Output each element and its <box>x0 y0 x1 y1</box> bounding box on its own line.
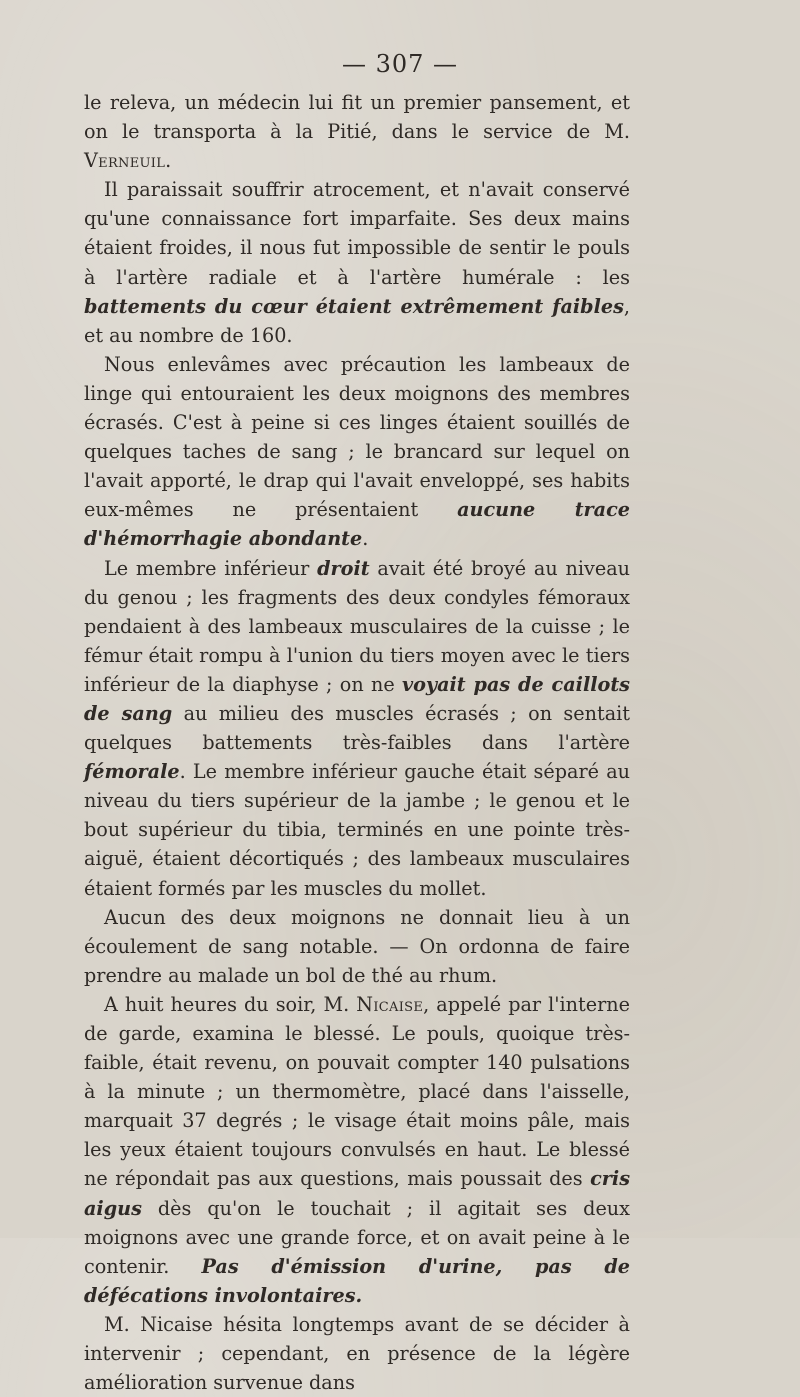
italic-run: cris aigus <box>84 1167 630 1220</box>
small-caps-run: Nicaise <box>356 992 424 1016</box>
paragraph <box>84 903 630 990</box>
italic-run: droit <box>317 556 370 580</box>
paragraph <box>84 88 630 175</box>
text-run: avait été broyé au niveau du genou ; les fragments des deux condyles fémoraux pendaient à des lambeaux musculaires de la cuisse ; le fémur était rompu à l'union du tiers moyen avec le tiers inférieur de la diaphyse ; on ne <box>84 556 631 696</box>
text-run: . Le membre inférieur gauche était séparé au niveau du tiers supérieur de la jambe ; le genou et le bout supérieur du tibia, terminés en une pointe très-aiguë, étaient décortiqués ; des lambeaux musculaires étaient formés par les muscles du mollet. <box>84 760 630 900</box>
text-run: . <box>165 149 172 173</box>
paragraph <box>84 554 630 903</box>
text-run: dès qu'on le touchait ; il agitait ses deux moignons avec une grande force, et on avait peine à le contenir. <box>84 1196 630 1278</box>
text-run: A huit heures du soir, M. <box>104 992 357 1016</box>
paragraph <box>84 990 630 1310</box>
small-caps-run: Verneuil <box>84 149 166 173</box>
italic-run: voyait pas de caillots de sang <box>84 672 630 725</box>
italic-run: battements du cœur étaient extrêmement faibles <box>84 294 624 318</box>
paragraph <box>84 175 630 350</box>
paragraph <box>84 1310 630 1397</box>
text-run: , appelé par l'interne de garde, examina le blessé. Le pouls, quoique très-faible, était revenu, on pouvait compter 140 pulsations à la minute ; un thermomètre, placé dans l'aisselle, marquait 37 degrés ; le visage était moins pâle, mais les yeux étaient toujours convulsés en haut. Le blessé ne répondait pas aux questions, mais poussait des <box>84 992 630 1191</box>
paragraph <box>84 350 630 554</box>
text-run: , et au nombre de 160. <box>84 294 630 347</box>
italic-run: aucune trace d'hémorrhagie abondante <box>84 498 630 551</box>
text-run: Nous enlevâmes avec précaution les lambeaux de linge qui entouraient les deux moignons des membres écrasés. C'est à peine si ces linges étaient souillés de quelques taches de sang ; le brancard sur lequel on l'avait apporté, le drap qui l'avait enveloppé, ses habits eux-mêmes ne présentaient <box>84 352 630 522</box>
page-number: — 307 — <box>341 50 459 78</box>
text-run: au milieu des muscles écrasés ; on sentait quelques battements très-faibles dans l'artère <box>84 701 630 755</box>
text-run: Il paraissait souffrir atrocement, et n'avait conservé qu'une connaissance fort imparfaite. Ses deux mains étaient froides, il nous fut impossible de sentir le pouls à l'artère radiale et à l'artère humérale : les <box>84 178 630 289</box>
italic-run: Pas d'émission d'urine, pas de défécations involontaires. <box>84 1254 630 1307</box>
text-run: . <box>362 527 369 551</box>
text-run: Le membre inférieur <box>104 556 318 580</box>
text-run: Aucun des deux moignons ne donnait lieu à un écoulement de sang notable. — On ordonna de faire prendre au malade un bol de thé au rhum. <box>84 905 630 987</box>
text-run: M. Nicaise hésita longtemps avant de se décider à intervenir ; cependant, en présence de la légère amélioration survenue dans <box>84 1312 630 1395</box>
italic-run: fémorale <box>84 760 180 784</box>
body-text <box>84 88 630 1397</box>
text-run: le releva, un médecin lui fit un premier pansement, et on le transporta à la Pitié, dans le service de M. <box>84 91 630 144</box>
